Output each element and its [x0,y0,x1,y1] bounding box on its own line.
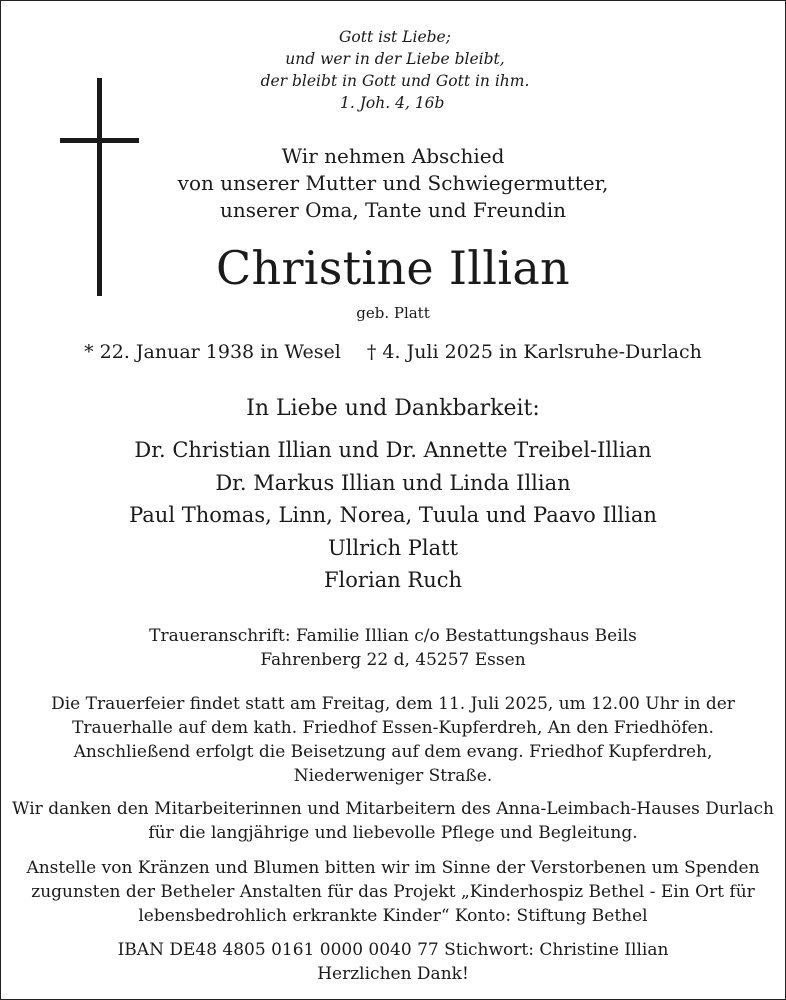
thanks-line: Wir danken den Mitarbeiterinnen und Mitarbeitern des Anna-Leimbach-Hauses Durlach [12,799,774,819]
iban-line: IBAN DE48 4805 0161 0000 0040 77 Stichwort: Christine Illian [117,940,669,960]
address-line: Fahrenberg 22 d, 45257 Essen [260,650,526,670]
intro-line: von unserer Mutter und Schwiegermutter, [177,171,609,195]
deceased-name: Christine Illian [216,241,570,295]
farewell-intro [0,143,786,224]
verse-line: der bleibt in Gott und Gott in ihm. [260,72,530,90]
mourner-line: Paul Thomas, Linn, Norea, Tuula und Paavo Illian [129,503,657,527]
ceremony-line: Trauerhalle auf dem kath. Friedhof Essen-Kupferdreh, An den Friedhöfen. [72,718,714,738]
thanks-line: für die langjährige und liebevolle Pflege und Begleitung. [148,823,638,843]
thanks-note [0,797,786,845]
mourner-line: Ullrich Platt [327,535,459,560]
donation-line: lebensbedrohlich erkrankte Kinder“ Konto: Stiftung Bethel [138,906,648,926]
bible-verse [230,26,560,114]
ceremony-info [0,692,786,788]
verse-line: und wer in der Liebe bleibt, [285,50,505,68]
ceremony-line: Die Trauerfeier findet statt am Freitag, dem 11. Juli 2025, um 12.00 Uhr in der [51,694,735,714]
mourner-line: Florian Ruch [323,568,463,592]
mourner-line: Dr. Christian Illian und Dr. Annette Treibel-Illian [134,438,652,462]
donation-line: Anstelle von Kränzen und Blumen bitten wir im Sinne der Verstorbenen um Spenden [26,858,760,878]
closing-info [0,938,786,986]
birth-date: * 22. Januar 1938 in Wesel [84,341,341,363]
address-line: Traueranschrift: Familie Illian c/o Bestattungshaus Beils [149,626,637,646]
ceremony-line: Niederweniger Straße. [293,766,493,786]
verse-line: Gott ist Liebe; [339,28,451,46]
ceremony-line: Anschließend erfolgt die Beisetzung auf dem evang. Friedhof Kupferdreh, [73,742,713,762]
mourning-address [0,624,786,672]
donation-line: zugunsten der Betheler Anstalten für das Projekt „Kinderhospiz Bethel - Ein Ort für [31,882,755,902]
birth-name: geb. Platt [356,304,430,322]
intro-line: Wir nehmen Abschied [281,144,505,168]
death-date: † 4. Juli 2025 in Karlsruhe-Durlach [366,341,702,363]
closing-thanks: Herzlichen Dank! [317,964,469,984]
verse-reference: 1. Joh. 4, 16b [340,94,445,112]
donation-request [0,856,786,928]
mourner-line: Dr. Markus Illian und Linda Illian [215,470,571,495]
mourners-list [0,434,786,597]
love-line: In Liebe und Dankbarkeit: [246,396,540,421]
life-dates [0,339,786,365]
intro-line: unserer Oma, Tante und Freundin [219,198,567,222]
